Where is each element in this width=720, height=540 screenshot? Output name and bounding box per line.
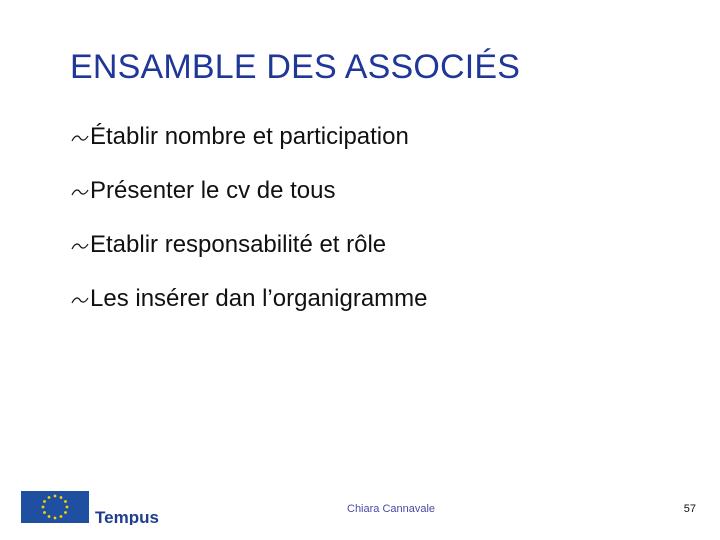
- bullet-item: [70, 110, 428, 164]
- bullet-item: [70, 164, 428, 218]
- bullet-item: [70, 272, 428, 326]
- bullet-glyph-icon: [70, 179, 90, 203]
- bullet-text: Etablir responsabilité et rôle: [90, 231, 387, 258]
- footer-author: Chiara Cannavale: [347, 503, 436, 515]
- bullet-glyph-icon: [70, 233, 90, 257]
- bullet-text: Établir nombre et participation: [90, 123, 409, 150]
- tempus-logo-text: Tempus: [95, 508, 159, 525]
- bullet-glyph-icon: [70, 287, 90, 311]
- tempus-logo: [21, 491, 181, 525]
- bullet-list: [70, 110, 428, 326]
- bullet-text: Présenter le cv de tous: [90, 177, 336, 204]
- page-number: 57: [683, 503, 696, 515]
- slide-title: ENSAMBLE DES ASSOCIÉS: [70, 48, 521, 86]
- bullet-glyph-icon: [70, 125, 90, 149]
- bullet-item: [70, 218, 428, 272]
- bullet-text: Les insérer dan l’organigramme: [90, 285, 428, 312]
